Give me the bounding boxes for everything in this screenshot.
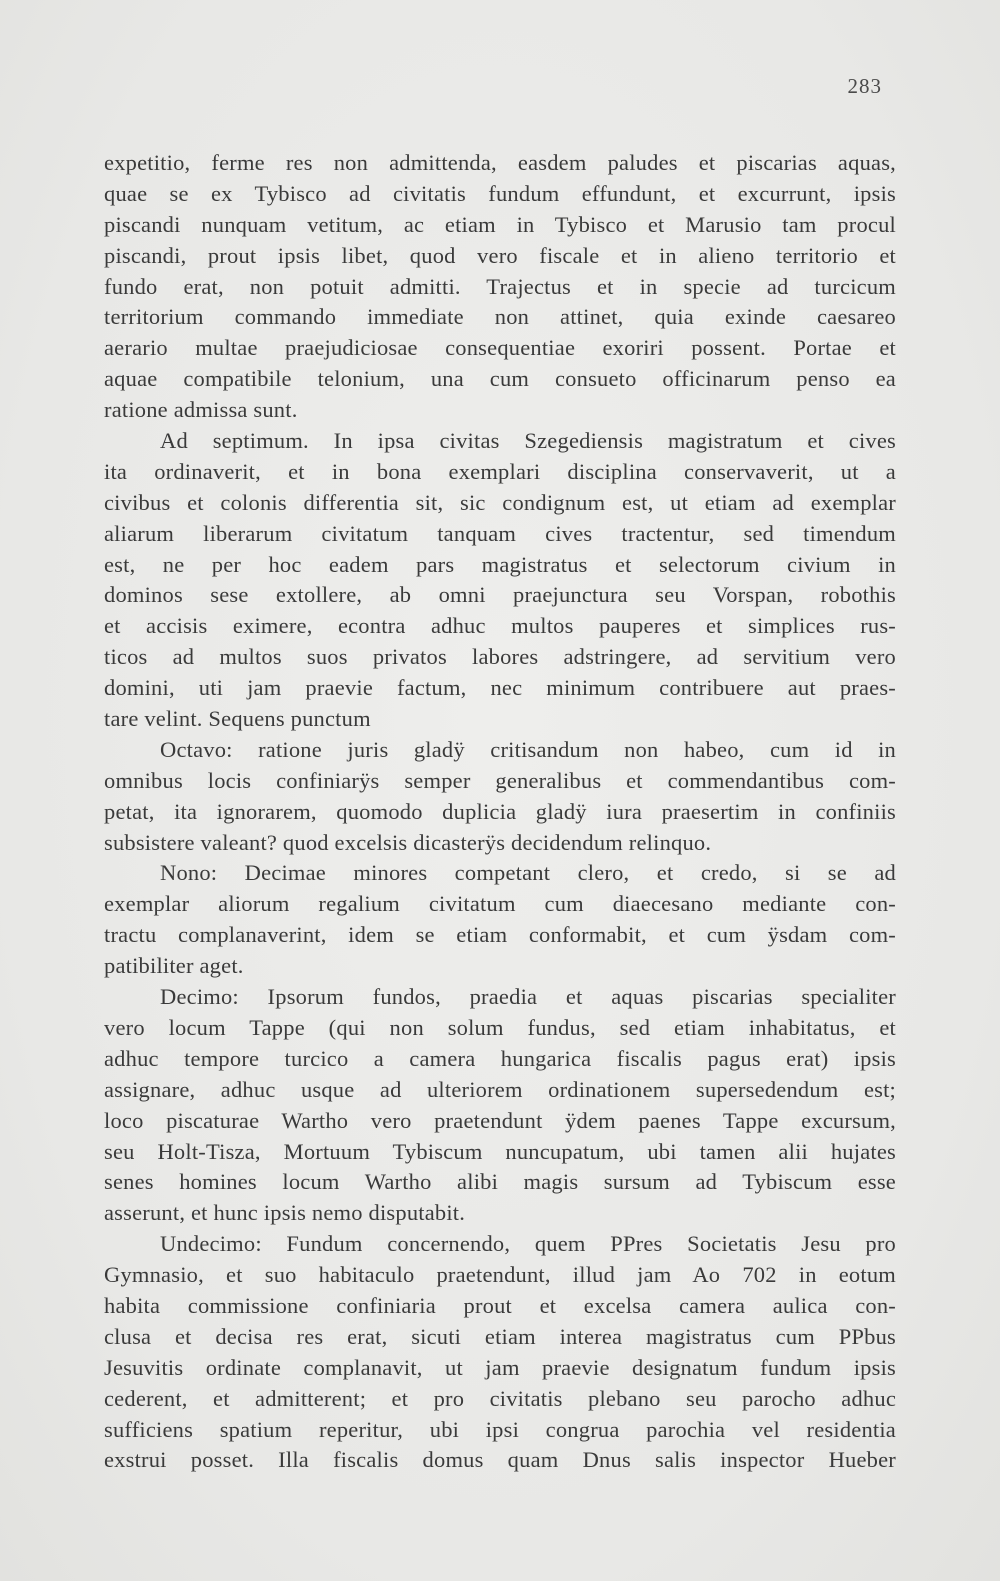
text-line: piscandi, prout ipsis libet, quod vero fiscale et in alieno territorio et <box>104 242 896 268</box>
text-line: territorium commando immediate non attinet, quia exinde caesareo <box>104 304 896 330</box>
text-line: subsistere valeant? quod excelsis dicasterÿs decidendum relinquo. <box>104 829 712 855</box>
text-line: Decimo: Ipsorum fundos, praedia et aquas piscarias specialiter <box>160 984 896 1010</box>
text-line: Jesuvitis ordinate complanavit, ut jam praevie designatum fundum ipsis <box>104 1354 896 1380</box>
text-line: ita ordinaverit, et in bona exemplari disciplina conservaverit, ut a <box>104 458 896 484</box>
text-line: fundo erat, non potuit admitti. Trajectus et in specie ad turcicum <box>104 273 896 299</box>
text-line: aerario multae praejudiciosae consequentiae exoriri possent. Portae et <box>104 335 896 361</box>
text-line: Nono: Decimae minores competant clero, et credo, si se ad <box>160 860 896 886</box>
text-line: adhuc tempore turcico a camera hungarica fiscalis pagus erat) ipsis <box>104 1045 896 1071</box>
text-line: loco piscaturae Wartho vero praetendunt ÿdem paenes Tappe excursum, <box>104 1107 896 1133</box>
text-line: Ad septimum. In ipsa civitas Szegediensis magistratum et cives <box>160 428 896 454</box>
text-line: exemplar aliorum regalium civitatum cum diaecesano mediante con- <box>104 891 896 917</box>
text-line: ratione admissa sunt. <box>104 397 298 423</box>
text-line: sufficiens spatium reperitur, ubi ipsi congrua parochia vel residentia <box>104 1416 896 1442</box>
text-line: petat, ita ignorarem, quomodo duplicia gladÿ iura praesertim in confiniis <box>104 798 896 824</box>
text-line: ticos ad multos suos privatos labores adstringere, ad servitium vero <box>104 644 896 670</box>
text-line: omnibus locis confiniarÿs semper generalibus et commendantibus com- <box>104 767 896 793</box>
text-line: Octavo: ratione juris gladÿ critisandum non habeo, cum id in <box>160 736 896 762</box>
text-line: est, ne per hoc eadem pars magistratus et selectorum civium in <box>104 551 896 577</box>
text-line: aquae compatibile telonium, una cum consueto officinarum penso ea <box>104 366 896 392</box>
text-line: Undecimo: Fundum concernendo, quem PPres Societatis Jesu pro <box>160 1231 896 1257</box>
text-line: expetitio, ferme res non admittenda, easdem paludes et piscarias aquas, <box>104 150 896 175</box>
text-line: civibus et colonis differentia sit, sic condignum est, ut etiam ad exemplar <box>104 489 896 515</box>
text-line: tractu complanaverint, idem se etiam conformabit, et cum ÿsdam com- <box>104 922 896 948</box>
text-line: et accisis eximere, econtra adhuc multos pauperes et simplices rus- <box>104 613 896 639</box>
text-line: Gymnasio, et suo habitaculo praetendunt, illud jam Ao 702 in eotum <box>104 1262 896 1288</box>
text-line: piscandi nunquam vetitum, ac etiam in Tybisco et Marusio tam procul <box>104 211 896 237</box>
page-number: 283 <box>847 74 882 98</box>
text-line: cederent, et admitterent; et pro civitatis plebano seu parocho adhuc <box>104 1385 896 1411</box>
text-line: exstrui posset. Illa fiscalis domus quam Dnus salis inspector Hueber <box>104 1447 896 1473</box>
text-line: senes homines locum Wartho alibi magis sursum ad Tybiscum esse <box>104 1169 896 1195</box>
text-line: tare velint. Sequens punctum <box>104 706 371 732</box>
text-line: dominos sese extollere, ab omni praejunctura seu Vorspan, robothis <box>104 582 896 608</box>
text-line: habita commissione confiniaria prout et excelsa camera aulica con- <box>104 1292 896 1318</box>
text-line: seu Holt-Tisza, Mortuum Tybiscum nuncupatum, ubi tamen alii hujates <box>104 1138 896 1164</box>
text-line: domini, uti jam praevie factum, nec minimum contribuere aut praes- <box>104 675 896 701</box>
text-line: patibiliter aget. <box>104 953 244 979</box>
text-line: assignare, adhuc usque ad ulteriorem ordinationem supersedendum est; <box>104 1076 896 1102</box>
text-line: vero locum Tappe (qui non solum fundus, sed etiam inhabitatus, et <box>104 1014 896 1040</box>
text-line: aliarum liberarum civitatum tanquam cives tractentur, sed timendum <box>104 520 896 546</box>
text-line: clusa et decisa res erat, sicuti etiam interea magistratus cum PPbus <box>104 1323 896 1349</box>
text-line: quae se ex Tybisco ad civitatis fundum effundunt, et excurrunt, ipsis <box>104 180 896 206</box>
text-line: asserunt, et hunc ipsis nemo disputabit. <box>104 1200 466 1226</box>
body-text <box>104 148 896 1476</box>
